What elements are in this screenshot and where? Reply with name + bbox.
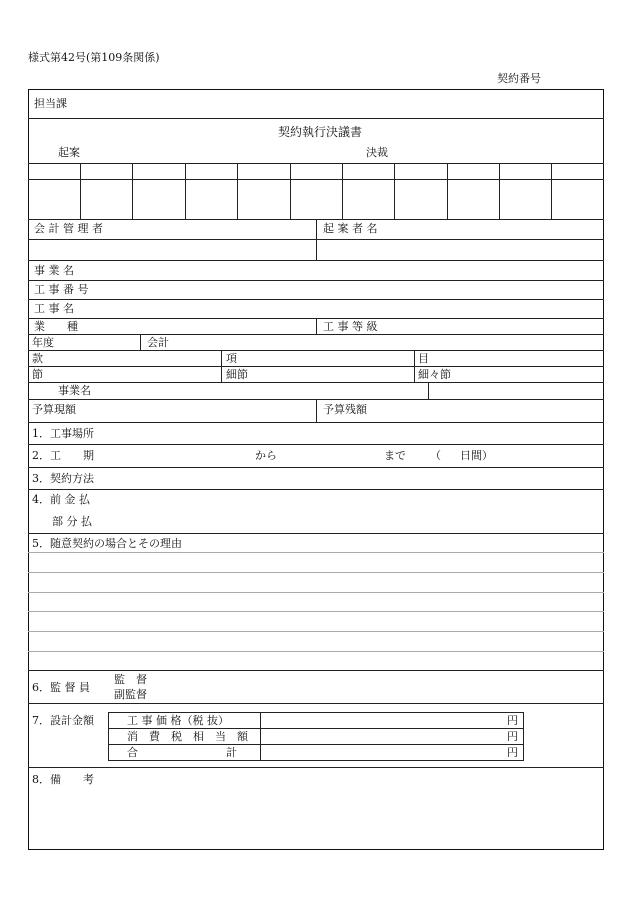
item6-supervisor-label: 6．監 督 員 — [32, 681, 90, 694]
row-line — [28, 444, 604, 445]
form-title: 契約執行決議書 — [278, 125, 363, 139]
seal-divider — [80, 163, 81, 219]
seal-divider — [394, 163, 395, 219]
seal-divider — [185, 163, 186, 219]
seal-divider — [551, 163, 552, 219]
row-line — [28, 118, 604, 119]
item7-design-amount-label: 7．設計金額 — [32, 714, 94, 727]
work-grade-label: 工 事 等 級 — [323, 320, 378, 333]
kan-label: 款 — [32, 352, 43, 365]
item2-to: まで — [384, 449, 406, 462]
row-line — [28, 422, 604, 423]
col-divider — [316, 318, 317, 334]
kian-label: 起案 — [58, 146, 80, 159]
col-divider — [221, 350, 222, 382]
seal-divider — [132, 163, 133, 219]
design-row-label: 合 計 — [127, 746, 237, 759]
col-divider — [414, 350, 415, 382]
row-line — [28, 489, 604, 490]
project-name-label: 事 業 名 — [34, 264, 74, 277]
reason-line — [28, 552, 604, 553]
work-name-label: 工 事 名 — [34, 302, 74, 315]
form-number: 様式第42号(第109条関係) — [28, 51, 160, 64]
row-line — [28, 467, 604, 468]
seal-divider — [342, 163, 343, 219]
design-amount-row-line — [108, 744, 524, 745]
reason-line — [28, 572, 604, 573]
design-amount-row-line — [108, 728, 524, 729]
account-label: 会計 — [147, 336, 169, 349]
row-line — [28, 703, 604, 704]
seal-divider — [499, 163, 500, 219]
saisetsu-label: 細節 — [226, 368, 248, 381]
row-line — [28, 350, 604, 351]
tantouka-label: 担当課 — [34, 97, 67, 110]
project-name-2-label: 事業名 — [58, 384, 91, 397]
item6-kantoku: 監 督 — [114, 673, 147, 686]
design-row-unit: 円 — [507, 714, 518, 727]
item2-from: から — [255, 449, 277, 462]
row-line — [28, 299, 604, 300]
industry-label: 業 種 — [34, 320, 78, 333]
item3-contract-method: 3．契約方法 — [32, 472, 94, 485]
row-line — [28, 260, 604, 261]
saisaisetsu-label: 細々節 — [418, 368, 451, 381]
kessai-label: 決裁 — [366, 146, 388, 159]
col-divider — [316, 399, 317, 422]
design-row-unit: 円 — [507, 746, 518, 759]
drafter-name-label: 起 案 者 名 — [323, 222, 378, 235]
budget-remaining-label: 予算残額 — [323, 403, 367, 416]
item5-reason: 5．随意契約の場合とその理由 — [32, 537, 182, 550]
item2-days-open: （ — [430, 449, 441, 462]
col-divider — [316, 219, 317, 260]
item1-work-location: 1．工事場所 — [32, 427, 94, 440]
row-line — [28, 334, 604, 335]
reason-line — [28, 611, 604, 612]
row-line — [28, 280, 604, 281]
seal-divider — [237, 163, 238, 219]
row-line — [28, 179, 604, 180]
fiscal-year-label: 年度 — [32, 336, 54, 349]
col-divider — [140, 334, 141, 350]
row-line — [28, 366, 604, 367]
kou-label: 項 — [226, 352, 237, 365]
budget-current-label: 予算現額 — [32, 403, 76, 416]
row-line — [28, 382, 604, 383]
accounting-manager-label: 会 計 管 理 者 — [34, 222, 103, 235]
seal-divider — [290, 163, 291, 219]
row-line — [28, 163, 604, 164]
reason-line — [28, 631, 604, 632]
item2-days: 日間） — [460, 449, 493, 462]
design-row-label: 工 事 価 格（税 抜） — [127, 714, 229, 727]
work-number-label: 工 事 番 号 — [34, 283, 89, 296]
item8-remarks-label: 8．備 考 — [32, 773, 94, 786]
seal-divider — [447, 163, 448, 219]
row-line — [28, 767, 604, 768]
design-row-label: 消 費 税 相 当 額 — [127, 730, 248, 743]
col-divider — [428, 382, 429, 399]
reason-line — [28, 651, 604, 652]
setsu-label: 節 — [32, 368, 43, 381]
reason-line — [28, 592, 604, 593]
item2-period-label: 2．工 期 — [32, 449, 94, 462]
item4-advance-payment: 4．前 金 払 — [32, 493, 90, 506]
design-row-unit: 円 — [507, 730, 518, 743]
item6-fukukantoku: 副監督 — [114, 688, 147, 701]
moku-label: 目 — [418, 352, 429, 365]
design-amount-divider — [260, 712, 261, 761]
row-line — [28, 670, 604, 671]
item4-partial-payment: 部 分 払 — [52, 515, 92, 528]
row-line — [28, 533, 604, 534]
contract-number-label: 契約番号 — [497, 72, 541, 85]
